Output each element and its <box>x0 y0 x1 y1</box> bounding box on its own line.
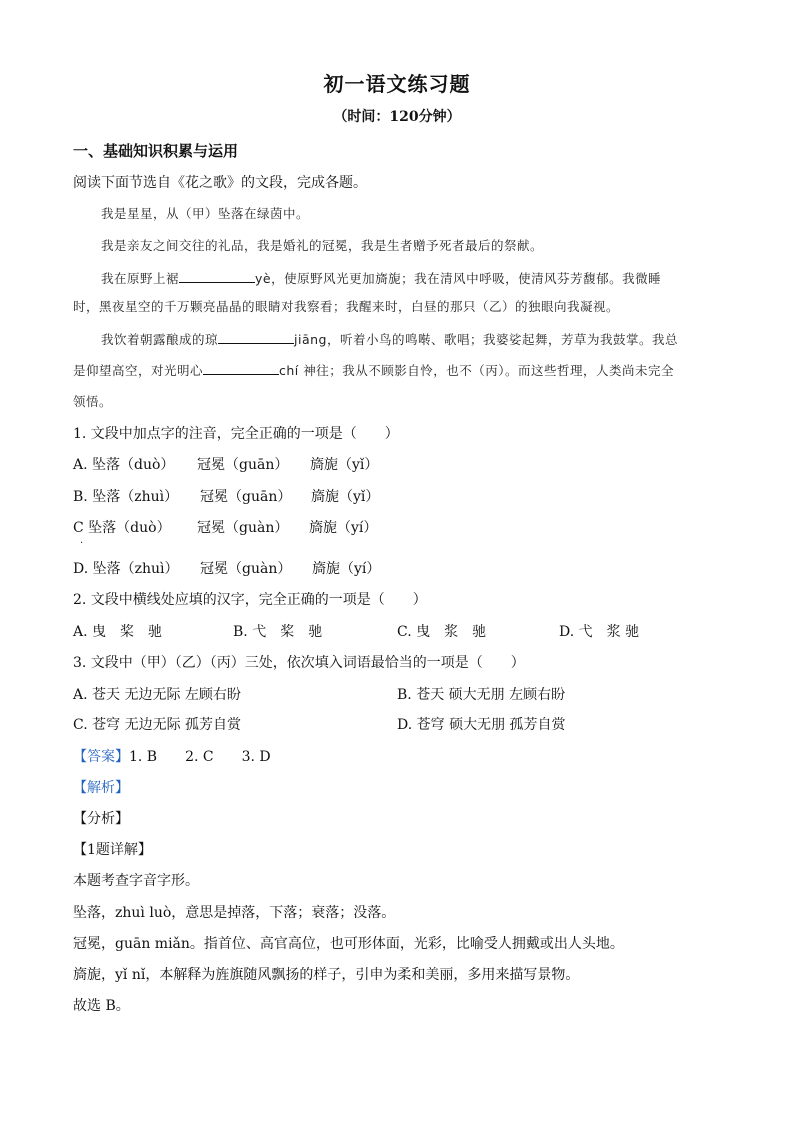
question-2-option-d: D. 弋 浆 驰 <box>559 624 640 640</box>
passage-paragraph-1: 我是星星，从（甲）坠落在绿茵中。 <box>101 206 310 221</box>
passage-paragraph-4-line-3: 领悟。 <box>73 394 113 409</box>
question-1-option-a <box>73 454 413 474</box>
option-word-2: 冠冕（guàn） <box>197 520 289 536</box>
passage-paragraph-3-line-2: 时，黑夜星空的千万颗亮晶晶的眼睛对我察看；我醒来时，白昼的那只（乙）的独眼向我凝视。 <box>73 299 620 314</box>
question-1-option-c <box>73 517 413 537</box>
fill-blank <box>203 360 279 375</box>
option-word-2: 冠冕（guān） <box>197 457 289 473</box>
option-word-3: 旖旎（yí） <box>309 520 378 536</box>
question-3-option-a: A. 苍天 无边无际 左顾右盼 <box>73 687 241 703</box>
answer-tag: 【答案】 <box>73 749 129 765</box>
passage-paragraph-4-line-1 <box>101 329 678 348</box>
detail-tag: 【1题详解】 <box>73 842 152 858</box>
passage-paragraph-3-line-1 <box>101 268 661 287</box>
option-word-3: 旖旎（yí） <box>312 561 381 577</box>
fill-blank <box>179 268 255 283</box>
question-2-option-a: A. 曳 桨 驰 <box>73 624 163 640</box>
passage-paragraph-2: 我是亲友之间交往的礼品，我是婚礼的冠冕，我是生者赠予死者最后的祭献。 <box>101 238 544 253</box>
question-1-option-b <box>73 486 413 506</box>
detail-line-2: 坠落，zhuì luò，意思是掉落，下落；衰落；没落。 <box>73 905 396 921</box>
question-2-option-b: B. 弋 桨 驰 <box>233 624 323 640</box>
question-3-option-d: D. 苍穹 硕大无朋 孤芳自赏 <box>397 717 566 733</box>
question-3-option-b: B. 苍天 硕大无朋 左顾右盼 <box>397 687 566 703</box>
option-word-2: 冠冕（guàn） <box>200 561 292 577</box>
answer-text: 1. B 2. C 3. D <box>129 749 271 765</box>
option-word-1: B. 坠落（zhuì） <box>73 489 179 505</box>
question-1-stem: 1. 文段中加点字的注音，完全正确的一项是（ ） <box>73 426 399 442</box>
intro-text: 阅读下面节选自《花之歌》的文段，完成各题。 <box>73 175 367 191</box>
detail-line-3: 冠冕，guān miǎn。指首位、高官高位，也可形体面，光彩，比喻受人拥戴或出人头地。 <box>73 936 624 952</box>
page-subtitle: （时间：120分钟） <box>333 109 461 125</box>
option-word-2: 冠冕（guān） <box>200 489 292 505</box>
passage-paragraph-4-line-2 <box>73 360 674 379</box>
fill-blank <box>218 329 294 344</box>
option-word-3: 旖旎（yǐ） <box>311 489 380 505</box>
option-word-1: C 坠落（duò） <box>73 520 171 536</box>
answer-line <box>73 746 271 766</box>
detail-line-1: 本题考查字音字形。 <box>73 873 199 889</box>
page-title: 初一语文练习题 <box>323 72 471 96</box>
question-2-option-c: C. 曳 浆 驰 <box>397 624 487 640</box>
detail-line-4: 旖旎，yǐ nǐ，本解释为旌旗随风飘扬的样子，引申为柔和美丽，多用来描写景物。 <box>73 967 580 983</box>
option-word-1: A. 坠落（duò） <box>73 457 175 473</box>
question-3-stem: 3. 文段中（甲）（乙）（丙）三处，依次填入词语最恰当的一项是（ ） <box>73 655 525 671</box>
passage-text: yè，使原野风光更加旖旎；我在清风中呼吸，使清风芬芳馥郁。我微睡 <box>255 271 662 286</box>
passage-text: chí 神往；我从不顾影自怜，也不（丙）。而这些哲理，人类尚未完全 <box>279 363 675 378</box>
detail-line-5: 故选 B。 <box>73 998 130 1014</box>
stray-dot: . <box>80 535 84 546</box>
passage-text: 是仰望高空，对光明心 <box>73 363 204 378</box>
option-word-3: 旖旎（yǐ） <box>310 457 379 473</box>
question-1-option-d <box>73 558 413 578</box>
fenxi-tag: 【分析】 <box>73 811 129 827</box>
question-2-stem: 2. 文段中横线处应填的汉字，完全正确的一项是（ ） <box>73 592 427 608</box>
passage-text: 我饮着朝露酿成的琼 <box>101 332 219 347</box>
passage-text: 我在原野上裾 <box>101 271 180 286</box>
option-word-1: D. 坠落（zhuì） <box>73 561 179 577</box>
question-3-option-c: C. 苍穹 无边无际 孤芳自赏 <box>73 717 242 733</box>
analysis-tag: 【解析】 <box>73 780 129 796</box>
passage-text: jiāng，听着小鸟的鸣啭、歌唱；我婆娑起舞，芳草为我鼓掌。我总 <box>294 332 678 347</box>
section-heading: 一、基础知识积累与运用 <box>73 142 239 160</box>
